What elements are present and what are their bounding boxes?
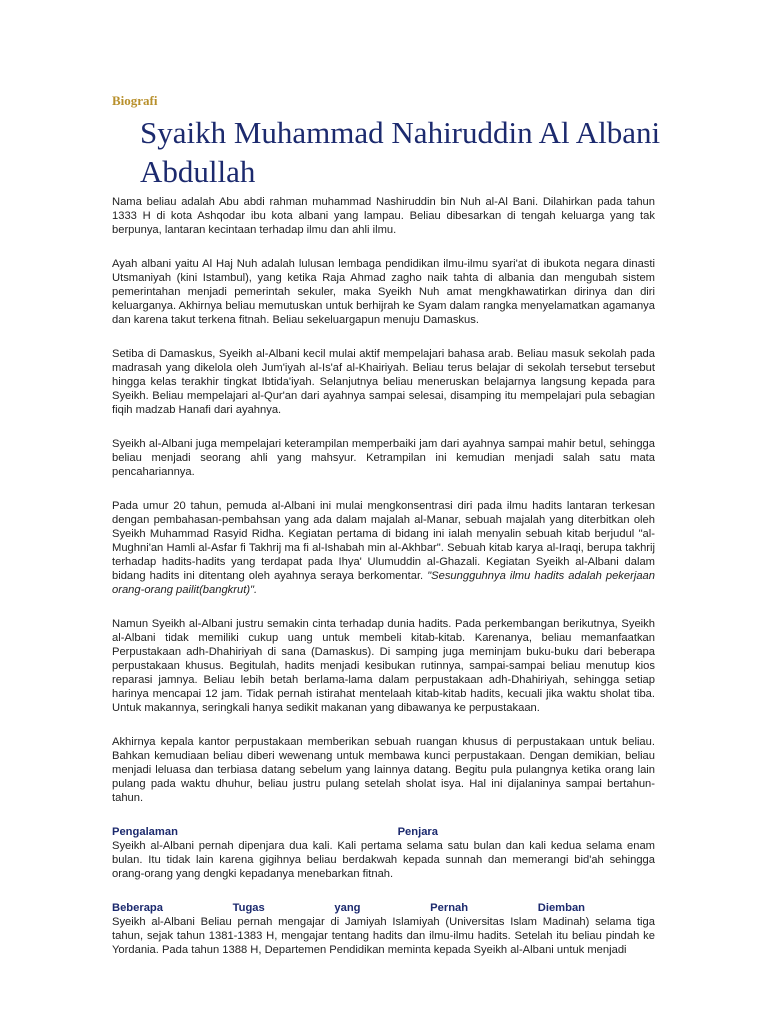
paragraph-watch-repair: Syeikh al-Albani juga mempelajari keterampilan memperbaiki jam dari ayahnya sampai mahir betul, sehingga beliau menjadi seorang ahli yang mahsyur. Ketrampilan ini kemudian menjadi salah satu mata pencahariannya. bbox=[112, 438, 655, 478]
section-prison bbox=[112, 825, 655, 881]
heading-word: Tugas bbox=[232, 902, 265, 914]
paragraph-intro: Nama beliau adalah Abu abdi rahman muhammad Nashiruddin bin Nuh al-Al Bani. Dilahirkan pada tahun 1333 H di kota Ashqodar ibu kota albani yang lampau. Beliau dibesarkan di tengah keluarga yang tak berpunya, lantaran kecintaan terhadap ilmu dan ahli ilmu. bbox=[112, 196, 655, 236]
heading-word: Beberapa bbox=[112, 902, 163, 914]
section-body-duties: Syeikh al-Albani Beliau pernah mengajar di Jamiyah Islamiyah (Universitas Islam Madinah) selama tiga tahun, sejak tahun 1381-1383 H, mengajar tentang hadits dan ilmu-ilmu hadits. Setelah itu beliau pindah ke Yordania. Pada tahun 1388 H, Departemen Pendidikan meminta kepada Syeikh al-Albani untuk menjadi bbox=[112, 916, 655, 956]
father-quote: "Sesungguhnya ilmu hadits adalah pekerjaan orang-orang pailit(bangkrut)". bbox=[112, 570, 655, 596]
paragraph-hadith-study-text: Pada umur 20 tahun, pemuda al-Albani ini mulai mengkonsentrasi diri pada ilmu hadits lantaran terkesan dengan pembahasan-pembahsan yang ada dalam majalah al-Manar, sebuah majalah yang diterbitkan oleh Syeikh Muhammad Rasyid Ridha. Kegiatan pertama di bidang ini ialah menyalin sebuah kitab berjudul "al-Mughni'an Hamli al-Asfar fi Takhrij ma fi al-Ishabah min al-Akhbar". Sebuah kitab karya al-Iraqi, berupa takhrij terhadap hadits-hadits yang terdapat pada Ihya' Ulumuddin al-Ghazali. Kegiatan Syeikh al-Albani dalam bidang hadits ini ditentang oleh ayahnya seraya berkomentar. bbox=[112, 500, 655, 582]
heading-word: yang bbox=[334, 902, 361, 914]
heading-word: Penjara bbox=[397, 826, 438, 838]
category-label: Biografi bbox=[112, 93, 158, 108]
paragraph-hadith-study bbox=[112, 499, 655, 597]
paragraph-library: Namun Syeikh al-Albani justru semakin cinta terhadap dunia hadits. Pada perkembangan berikutnya, Syeikh al-Albani tidak memiliki cukup uang untuk membeli kitab-kitab. Karenanya, beliau memanfaatkan Perpustakaan adh-Dhahiriyah di sana (Damaskus). Di samping juga meminjam buku-buku dari beberapa perpustakaan khusus. Begitulah, hadits menjadi kesibukan rutinnya, sampai-sampai beliau menutup kios reparasi jamnya. Beliau lebih betah berlama-lama dalam perpustakaan adh-Dhahiriyah, sehingga setiap harinya mencapai 12 jam. Tidak pernah istirahat mentelaah kitab-kitab hadits, kecuali jika waktu sholat tiba. Untuk makannya, seringkali hanya sedikit makanan yang dibawanya ke perpustakaan. bbox=[112, 618, 655, 714]
section-body-prison: Syeikh al-Albani pernah dipenjara dua kali. Kali pertama selama satu bulan dan kali kedua selama enam bulan. Itu tidak lain karena gigihnya beliau berdakwah kepada sunnah dan memerangi bid'ah sehingga orang-orang yang dengki kepadanya menebarkan fitnah. bbox=[112, 840, 655, 880]
heading-word: Pernah bbox=[430, 902, 469, 914]
heading-word: Diemban bbox=[537, 902, 585, 914]
article-title: Syaikh Muhammad Nahiruddin Al Albani Abdullah bbox=[140, 115, 661, 189]
paragraph-damascus: Setiba di Damaskus, Syeikh al-Albani kecil mulai aktif mempelajari bahasa arab. Beliau masuk sekolah pada madrasah yang dikelola oleh Jum'iyah al-Is'af al-Khairiyah. Beliau terus belajar di sekolah tersebut tersebut hingga kelas terakhir tingkat Ibtida'iyah. Selanjutnya beliau meneruskan belajarnya langsung kepada para Syeikh. Beliau mempelajari al-Qur'an dari ayahnya sampai selesai, disamping itu mempelajari pula sebagian fiqih madzab Hanafi dari ayahnya. bbox=[112, 348, 655, 416]
section-heading-prison bbox=[112, 825, 655, 839]
section-heading-duties bbox=[112, 901, 655, 915]
paragraph-library-key: Akhirnya kepala kantor perpustakaan memberikan sebuah ruangan khusus di perpustakaan untuk beliau. Bahkan kemudiaan beliau diberi wewenang untuk membawa kunci perpustakaan. Dengan demikian, beliau menjadi leluasa dan terbiasa datang sebelum yang lainnya datang. Begitu pula pulangnya ketika orang lain pulang pada waktu dhuhur, beliau justru pulang setelah sholat isya. Hal ini dijalaninya sampai bertahun-tahun. bbox=[112, 736, 655, 804]
section-duties bbox=[112, 901, 655, 957]
article-body bbox=[112, 195, 655, 977]
paragraph-father: Ayah albani yaitu Al Haj Nuh adalah lulusan lembaga pendidikan ilmu-ilmu syari'at di ibukota negara dinasti Utsmaniyah (kini Istambul), yang ketika Raja Ahmad zagho naik tahta di albania dan mengubah sistem pemerintahan menjadi pemerintah sekuler, maka Syeikh Nuh amat mengkhawatirkan dirinya dan diri keluarganya. Akhirnya beliau memutuskan untuk berhijrah ke Syam dalam rangka menyelamatkan agamanya dan karena takut terkena fitnah. Beliau sekeluargapun menuju Damaskus. bbox=[112, 258, 655, 326]
heading-word: Pengalaman bbox=[112, 826, 178, 838]
